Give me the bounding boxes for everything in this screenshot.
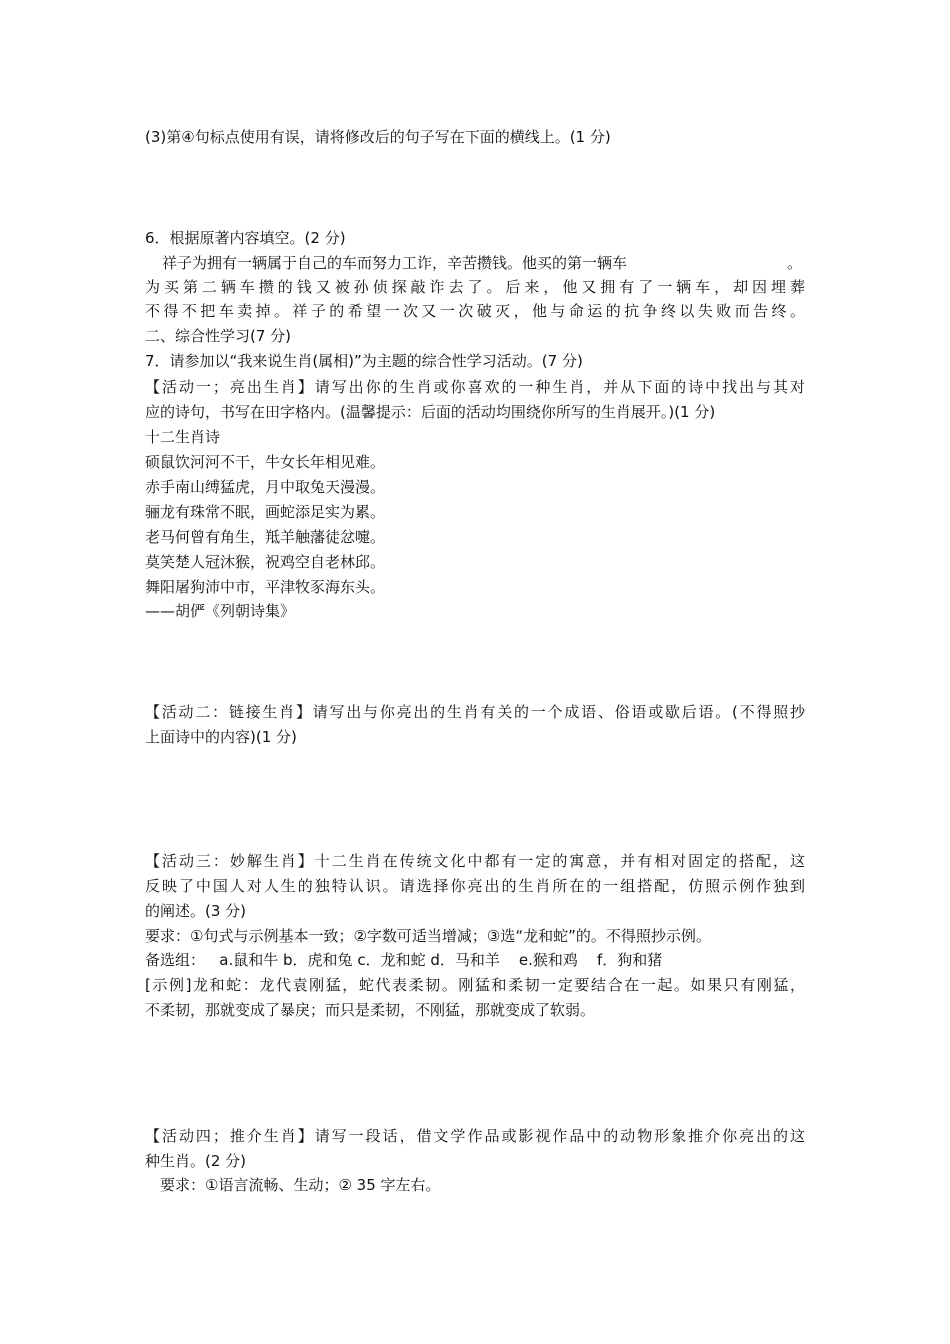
- activity1-line1: 【活动一；亮出生肖】请写出你的生肖或你喜欢的一种生肖，并从下面的诗中找出与其对: [145, 378, 805, 396]
- q6-line2: 为买第二辆车攒的钱又被孙侦探敲诈去了。后来，他又拥有了一辆车，却因埋葬: [145, 278, 805, 296]
- activity3-line1: 【活动三：妙解生肖】十二生肖在传统文化中都有一定的寓意，并有相对固定的搭配，这: [145, 852, 805, 870]
- q7-heading: 7．请参加以“我来说生肖(属相)”为主题的综合性学习活动。(7 分): [145, 352, 583, 370]
- activity2-line1: 【活动二：链接生肖】请写出与你亮出的生肖有关的一个成语、俗语或歇后语。(不得照抄: [145, 703, 805, 721]
- activity1-line2: 应的诗句，书写在田字格内。(温馨提示：后面的活动均围绕你所写的生肖展开。)(1 分): [145, 403, 716, 421]
- q6-line1: 祥子为拥有一辆属于自己的车而努力工诈，辛苦攒钱。他买的第一辆车: [162, 254, 628, 272]
- poem-line: 莫笑楚人冠沐猴，祝鸡空自老林邱。: [145, 553, 386, 571]
- activity3-line3: 的阐述。(3 分): [145, 902, 247, 920]
- q5-3-text: (3)第④句标点使用有误，请将修改后的句子写在下面的横线上。(1 分): [145, 128, 611, 146]
- activity3-options: 备选组： a.鼠和牛 b．虎和兔 c．龙和蛇 d．马和羊 e.猴和鸡 f．狗和猪: [145, 951, 663, 969]
- poem-line: 舞阳屠狗沛中市，平津牧豕海东头。: [145, 578, 386, 596]
- activity4-line1: 【活动四；推介生肖】请写一段话，借文学作品或影视作品中的动物形象推介你亮出的这: [145, 1127, 805, 1145]
- q6-line1-end: 。: [787, 254, 803, 272]
- activity3-example-line1: [示例]龙和蛇：龙代袁刚猛，蛇代表柔韧。刚猛和柔韧一定要结合在一起。如果只有刚猛，: [145, 976, 805, 994]
- poem-line: 硕鼠饮河河不干，牛女长年相见难。: [145, 453, 386, 471]
- activity3-example-line2: 不柔韧，那就变成了暴戾；而只是柔韧，不刚猛，那就变成了软弱。: [145, 1001, 596, 1019]
- poem-line: 老马何曾有角生，羝羊触藩徒忿嚏。: [145, 528, 386, 546]
- activity4-requirements: 要求：①语言流畅、生动；② 35 字左右。: [160, 1176, 441, 1194]
- poem-title: 十二生肖诗: [145, 428, 221, 446]
- activity3-line2: 反映了中国人对人生的独特认识。请选择你亮出的生肖所在的一组搭配，仿照示例作独到: [145, 877, 805, 895]
- activity2-line2: 上面诗中的内容)(1 分): [145, 728, 297, 746]
- q6-heading: 6．根据原著内容填空。(2 分): [145, 229, 346, 247]
- activity4-line2: 种生肖。(2 分): [145, 1152, 247, 1170]
- poem-source: ——胡俨《列朝诗集》: [145, 602, 296, 620]
- section-2-heading: 二、综合性学习(7 分): [145, 327, 292, 345]
- activity3-requirements: 要求：①句式与示例基本一致；②字数可适当增减；③选“龙和蛇”的。不得照抄示例。: [145, 927, 711, 945]
- poem-line: 赤手南山缚猛虎，月中取兔天漫漫。: [145, 478, 386, 496]
- poem-line: 骊龙有珠常不眠，画蛇添足实为累。: [145, 503, 386, 521]
- q6-line3: 不得不把车卖掉。祥子的希望一次又一次破灭，他与命运的抗争终以失败而告终。: [145, 302, 805, 320]
